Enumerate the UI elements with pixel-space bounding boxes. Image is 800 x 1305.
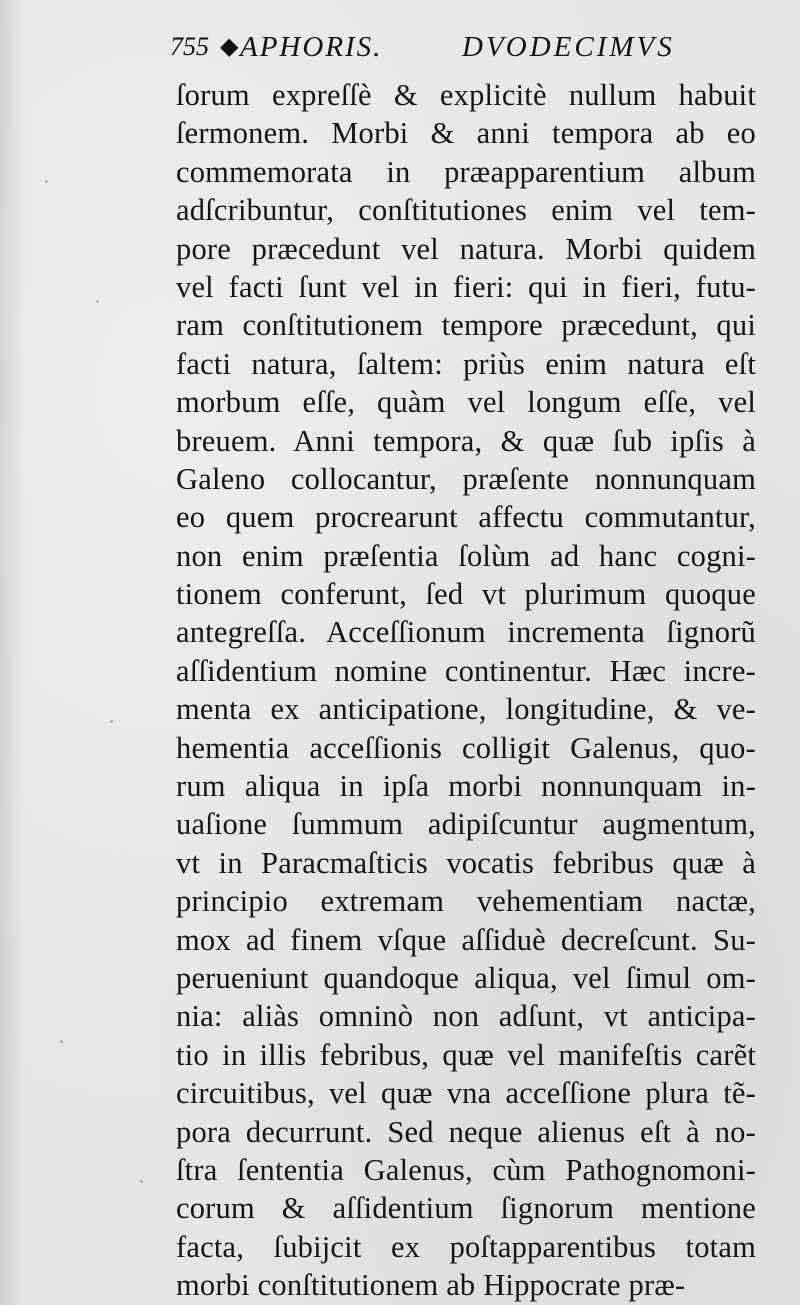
text-line: aſſidentium nomine continentur. Hæc incre- xyxy=(176,653,756,688)
paper-speck xyxy=(96,300,99,303)
body-text xyxy=(176,76,756,1305)
text-line: vel facti ſunt vel in fieri: qui in fieri, futu- xyxy=(176,269,756,304)
header-ornament: ◆ xyxy=(220,34,239,60)
text-line: breuem. Anni tempora, & quæ ſub ipſis à xyxy=(176,423,756,458)
gutter-shadow xyxy=(0,0,26,1305)
text-line: morbi conſtitutionem ab Hippocrate præ- xyxy=(176,1268,686,1303)
page-number: 755 xyxy=(170,32,209,61)
text-line: pore præcedunt vel natura. Morbi quidem xyxy=(176,231,756,266)
text-line: ſorum expreſſè & explicitè nullum habuit xyxy=(176,78,756,112)
text-line: facta, ſubijcit ex poſtapparentibus totam xyxy=(176,1229,756,1264)
text-line: perueniunt quandoque aliqua, vel ſimul om- xyxy=(176,960,756,995)
text-line: tio in illis febribus, quæ vel manifeſtis carẽt xyxy=(176,1037,756,1072)
text-line: morbum eſſe, quàm vel longum eſſe, vel xyxy=(176,385,756,420)
text-line: tionem conferunt, ſed vt plurimum quoque xyxy=(176,577,756,612)
text-line: eo quem procrearunt affectu commutantur, xyxy=(176,500,756,535)
paper-speck xyxy=(110,720,113,723)
text-line: ſtra ſententia Galenus, cùm Pathognomoni- xyxy=(176,1152,756,1187)
text-line: commemorata in præapparentium album xyxy=(176,154,756,189)
text-line: facti natura, ſaltem: priùs enim natura eſt xyxy=(176,346,756,381)
text-line: hementia acceſſionis colligit Galenus, quo- xyxy=(176,730,756,765)
text-line: antegreſſa. Acceſſionum incrementa ſignorũ xyxy=(176,615,756,650)
page-header xyxy=(170,28,770,68)
text-line: mox ad finem vſque aſſiduè decreſcunt. Su- xyxy=(176,922,756,957)
paper-speck xyxy=(45,180,48,183)
text-line: uaſione ſummum adipiſcuntur augmentum, xyxy=(176,807,756,842)
text-line: adſcribuntur, conſtitutiones enim vel tem- xyxy=(176,193,756,228)
text-line: rum aliqua in ipſa morbi nonnunquam in- xyxy=(176,769,756,804)
text-line: vt in Paracmaſticis vocatis febribus quæ à xyxy=(176,845,756,880)
text-line: Galeno collocantur, præſente nonnunquam xyxy=(176,461,756,496)
running-head-left: APHORIS. xyxy=(240,31,383,63)
text-line: pora decurrunt. Sed neque alienus eſt à no- xyxy=(176,1114,756,1149)
text-line: circuitibus, vel quæ vna acceſſione plura tẽ- xyxy=(176,1076,756,1111)
paper-speck xyxy=(140,1180,143,1183)
text-line: ram conſtitutionem tempore præcedunt, qui xyxy=(176,308,756,343)
text-line: menta ex anticipatione, longitudine, & ve- xyxy=(176,692,756,727)
text-line: non enim præſentia ſolùm ad hanc cogni- xyxy=(176,538,756,573)
paper-speck xyxy=(60,1040,63,1043)
text-line: corum & aſſidentium ſignorum mentione xyxy=(176,1191,756,1226)
text-line: nia: aliàs omninò non adſunt, vt anticipa- xyxy=(176,999,756,1034)
running-head-right: DVODECIMVS xyxy=(462,31,675,63)
text-line: ſermonem. Morbi & anni tempora ab eo xyxy=(176,116,756,151)
text-line: principio extremam vehementiam nactæ, xyxy=(176,884,756,919)
